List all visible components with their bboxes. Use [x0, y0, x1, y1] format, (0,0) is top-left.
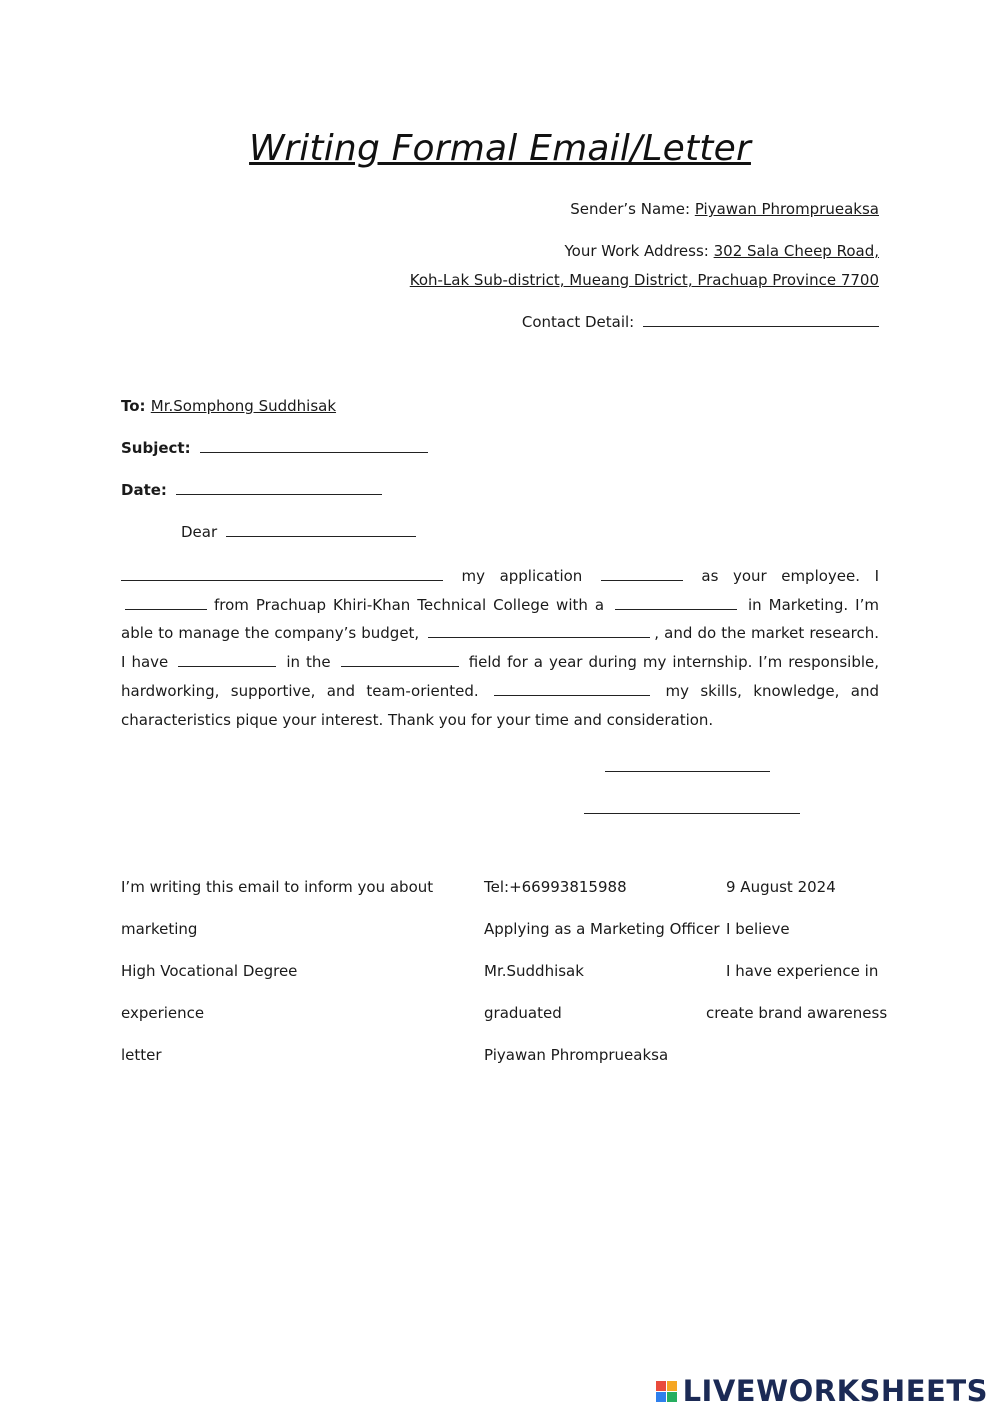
address-district: Koh-Lak Sub-district, Mueang District, Prachuap Province 7700 — [409, 271, 879, 289]
to-line — [121, 397, 336, 415]
date-label: Date: — [121, 481, 173, 499]
word-bank-item[interactable]: Mr.Suddhisak — [484, 962, 584, 980]
word-bank-item[interactable]: 9 August 2024 — [726, 878, 836, 896]
printed-name-blank[interactable] — [584, 812, 800, 814]
to-name: Mr.Somphong Suddhisak — [150, 397, 337, 415]
body-text-7: field for a year during my internship. I’m responsible, hardworking, supportive, and team-oriented. — [121, 653, 879, 700]
address-street: 302 Sala Cheep Road, — [713, 242, 879, 260]
body-text-6: in the — [280, 653, 337, 672]
body-text-4: in Marketing. I’m able to manage the company’s budget, — [121, 595, 879, 643]
liveworksheets-logo — [656, 1374, 988, 1408]
letter-body — [121, 562, 879, 734]
word-bank-item[interactable]: graduated — [484, 1004, 562, 1022]
page-title: Writing Formal Email/Letter — [249, 128, 751, 169]
body-blank-5[interactable] — [428, 625, 650, 638]
date-line — [121, 481, 386, 499]
word-bank-item[interactable]: Applying as a Marketing Officer — [484, 920, 720, 938]
word-bank-item[interactable]: create brand awareness — [706, 1004, 888, 1022]
subject-label: Subject: — [121, 439, 196, 457]
body-blank-2[interactable] — [601, 568, 683, 581]
body-blank-7[interactable] — [341, 654, 459, 667]
sender-line — [570, 200, 879, 218]
body-blank-8[interactable] — [494, 683, 650, 696]
body-text-5: , and do the market research. I have — [121, 624, 879, 672]
word-bank-item[interactable]: experience — [121, 1004, 205, 1022]
body-text-3: from Prachuap Khiri-Khan Technical College with a — [213, 595, 612, 614]
body-text-8: my skills, knowledge, and characteristics pique your interest. Thank you for your time and consideration. — [121, 681, 879, 729]
word-bank-item[interactable]: Piyawan Phromprueaksa — [484, 1046, 669, 1064]
word-bank-item[interactable]: I have experience in — [726, 962, 879, 980]
dear-blank[interactable] — [226, 524, 416, 537]
dear-line — [181, 523, 420, 541]
body-blank-1[interactable] — [121, 568, 443, 581]
word-bank-item[interactable]: High Vocational Degree — [121, 962, 298, 980]
address-line-1 — [565, 242, 879, 260]
contact-blank[interactable] — [643, 314, 879, 327]
to-label: To: — [121, 397, 151, 415]
body-text-1: my application — [447, 567, 597, 585]
sender-name: Piyawan Phromprueaksa — [694, 200, 879, 218]
word-bank-item[interactable]: marketing — [121, 920, 198, 938]
address-line-2 — [410, 271, 879, 289]
word-bank-item[interactable]: Tel:+66993815988 — [484, 878, 627, 896]
brand-name: LIVEWORKSHEETS — [682, 1374, 988, 1408]
signature-blank[interactable] — [605, 770, 770, 772]
subject-line — [121, 439, 432, 457]
body-blank-4[interactable] — [615, 597, 737, 610]
dear-label: Dear — [181, 523, 222, 541]
sender-label: Sender’s Name: — [570, 200, 695, 218]
address-label: Your Work Address: — [564, 242, 714, 260]
date-blank[interactable] — [176, 482, 382, 495]
body-text-2: as your employee. I — [686, 567, 879, 585]
body-blank-6[interactable] — [178, 654, 276, 667]
word-bank-item[interactable]: I believe — [726, 920, 790, 938]
contact-line — [522, 313, 879, 331]
body-blank-3[interactable] — [125, 597, 207, 610]
subject-blank[interactable] — [200, 440, 428, 453]
word-bank-item[interactable]: I’m writing this email to inform you about — [121, 878, 434, 896]
logo-mark-icon — [656, 1381, 677, 1402]
contact-label: Contact Detail: — [521, 313, 639, 331]
word-bank-item[interactable]: letter — [121, 1046, 162, 1064]
